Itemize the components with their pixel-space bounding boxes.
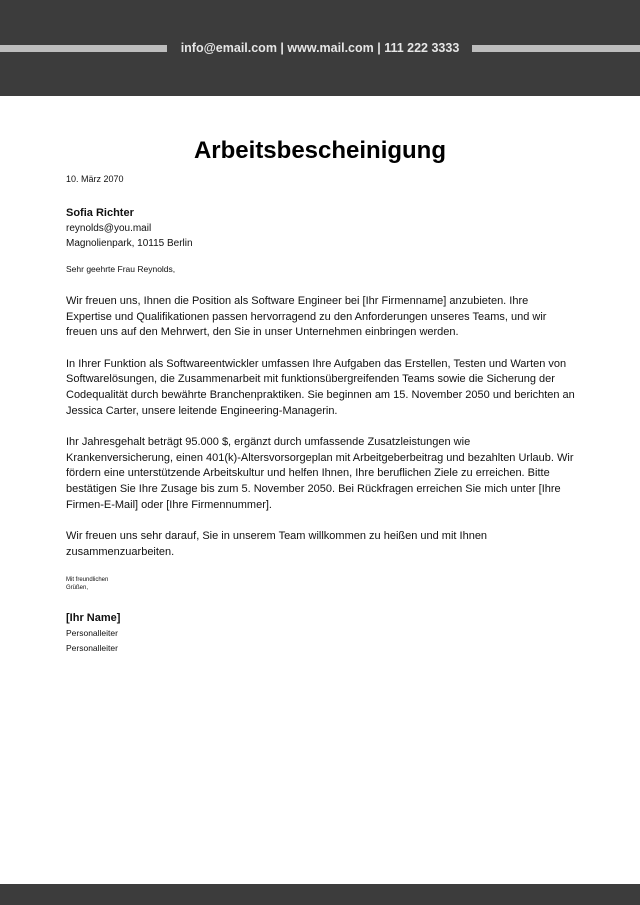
recipient-block (66, 206, 576, 251)
header-divider-left (0, 45, 167, 52)
letter-date: 10. März 2070 (66, 174, 124, 184)
body-paragraph: Wir freuen uns, Ihnen die Position als Software Engineer bei [Ihr Firmenname] anzubieten. Ihre Expertise und Qualifikationen passen hervorragend zu den Anforderungen unseres Teams, und wir freuen uns auf den Mehrwert, den Sie in unser Unternehmen einbringen werden. (66, 295, 547, 339)
letter-body (66, 173, 576, 656)
recipient-name: Sofia Richter (66, 207, 134, 219)
header-divider-right (472, 45, 640, 52)
signature-block (66, 611, 576, 656)
signature-role: Personalleiter (66, 643, 118, 654)
body-paragraph: Ihr Jahresgehalt beträgt 95.000 $, ergänzt durch umfassende Zusatzleistungen wie Krankenversicherung, einen 401(k)-Altersvorsorgeplan mit Arbeitgeberbeitrag und bezahlten Urlaub. Wir fördern eine unterstützende Arbeitskultur und helfen Ihnen, Ihre beruflichen Ziele zu erreichen. Bitte bestätigen Sie Ihre Zusage bis zum 5. November 2050. Bei Rückfragen erreichen Sie mich unter [Ihre Firmen-E-Mail] oder [Ihre Firmennummer]. (66, 436, 574, 511)
recipient-address: Magnolienpark, 10115 Berlin (66, 238, 193, 249)
signature-role: Personalleiter (66, 628, 118, 639)
signature-name: [Ihr Name] (66, 612, 121, 625)
salutation: Sehr geehrte Frau Reynolds, (66, 264, 176, 274)
closing-phrase: Mit freundlichen Grüßen, (66, 577, 109, 592)
footer-band (0, 884, 640, 905)
recipient-email: reynolds@you.mail (66, 223, 152, 234)
body-paragraph: In Ihrer Funktion als Softwareentwickler umfassen Ihre Aufgaben das Erstellen, Testen und Warten von Softwarelösungen, die Zusammenarbeit mit funktionsübergreifenden Teams sowie die Sicherung der Codequalität durch bewährte Branchenpraktiken. Sie beginnen am 15. November 2050 und berichten an Jessica Carter, unsere leitende Engineering-Managerin. (66, 357, 575, 417)
document-title: Arbeitsbescheinigung (193, 137, 447, 164)
body-paragraph: Wir freuen uns sehr darauf, Sie in unserem Team willkommen zu heißen und mit Ihnen zusammenzuarbeiten. (66, 530, 488, 558)
contact-info: info@email.com | www.mail.com | 111 222 3333 (180, 41, 460, 55)
header-band (0, 0, 640, 96)
